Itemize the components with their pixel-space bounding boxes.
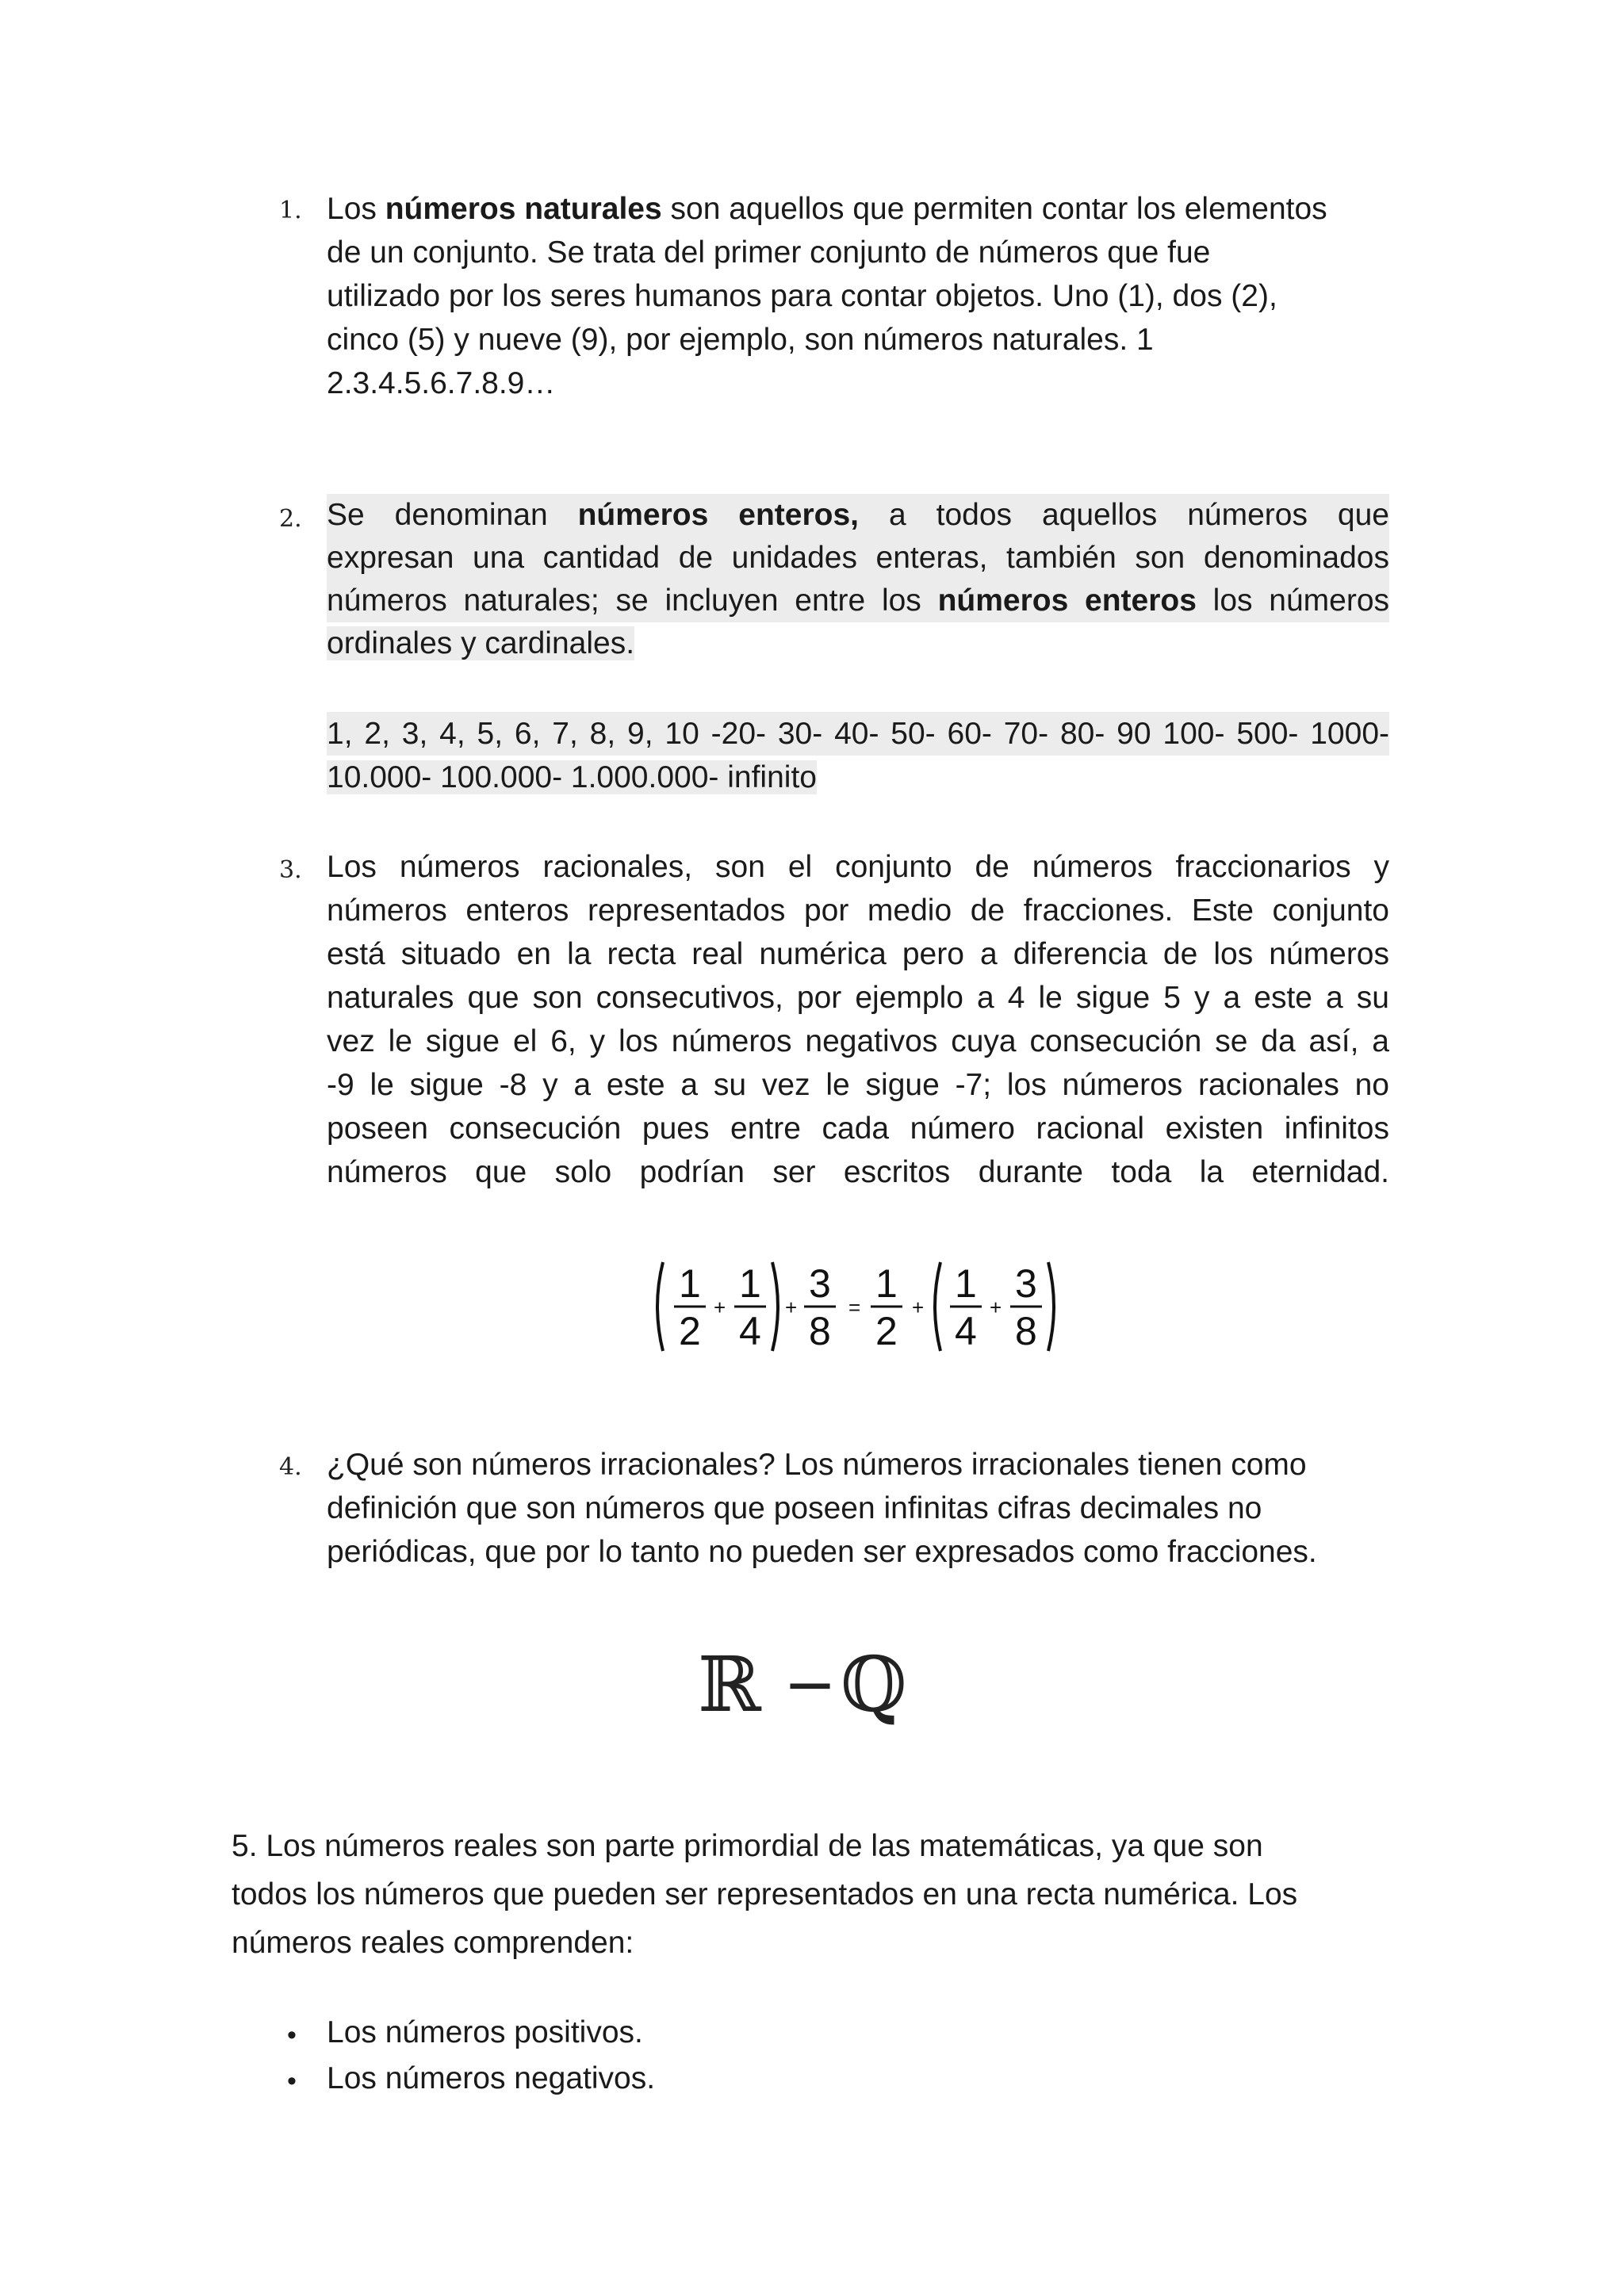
text-line: números naturales; se incluyen entre los números enteros los números — [327, 580, 1389, 622]
paragraph-rational-numbers — [327, 845, 1389, 1194]
text-run: son aquellos que permiten contar los elementos — [661, 192, 1327, 226]
plus-sign: + — [990, 1295, 1002, 1319]
set-difference-formula — [698, 1641, 936, 1728]
paragraph-real-numbers — [232, 1822, 1389, 1967]
text-line: definición que son números que poseen infinitas cifras decimales no — [327, 1491, 1262, 1525]
text-line: 5. Los números reales son parte primordial de las matemáticas, ya que son — [232, 1829, 1263, 1863]
text-line: todos los números que pueden ser representados en una recta numérica. Los — [232, 1877, 1298, 1911]
text-run: Los — [327, 192, 385, 226]
text-line: números reales comprenden: — [232, 1926, 634, 1960]
list-number: 4. — [279, 1453, 302, 1481]
list-item: Los números positivos. — [327, 2015, 643, 2049]
text-line: de un conjunto. Se trata del primer conjunto de números que fue — [327, 235, 1211, 270]
bullet-icon: • — [287, 2020, 297, 2050]
fraction-equation — [650, 1259, 1078, 1354]
text-line: ordinales y cardinales. — [327, 626, 635, 660]
text-line: Los números racionales, son el conjunto de números fraccionarios y — [327, 850, 1389, 884]
text-line: 1, 2, 3, 4, 5, 6, 7, 8, 9, 10 -20- 30- 40- 50- 60- 70- 80- 90 100- 500- 1000- — [327, 712, 1389, 756]
list-number: 1. — [279, 197, 302, 224]
minus-sign: − — [783, 1647, 837, 1721]
integer-sequence — [327, 712, 1389, 799]
denominator: 2 — [679, 1309, 701, 1353]
text-line: números que solo podrían ser escritos durante toda la eternidad. — [327, 1155, 1389, 1189]
denominator: 8 — [1015, 1309, 1037, 1353]
denominator: 4 — [739, 1309, 761, 1353]
bullet-icon: • — [287, 2066, 297, 2096]
numerator: 1 — [875, 1261, 898, 1306]
numerator: 3 — [809, 1261, 831, 1306]
denominator: 2 — [875, 1309, 898, 1353]
text-line: naturales que son consecutivos, por ejemplo a 4 le sigue 5 y a este a su — [327, 981, 1389, 1015]
text-line: vez le sigue el 6, y los números negativos cuya consecución se da así, a — [327, 1024, 1389, 1058]
bold-term: números naturales — [385, 192, 662, 226]
right-paren — [1048, 1262, 1054, 1351]
text-line: 2.3.4.5.6.7.8.9… — [327, 366, 556, 400]
numerator: 1 — [679, 1261, 701, 1306]
text-line: utilizado por los seres humanos para contar objetos. Uno (1), dos (2), — [327, 279, 1277, 313]
text-line: periódicas, que por lo tanto no pueden ser expresados como fracciones. — [327, 1535, 1317, 1569]
list-item: Los números negativos. — [327, 2061, 656, 2095]
right-paren — [772, 1262, 778, 1351]
numerator: 3 — [1015, 1261, 1037, 1306]
text-line: está situado en la recta real numérica pero a diferencia de los números — [327, 937, 1389, 971]
plus-sign: + — [785, 1295, 798, 1319]
left-paren — [657, 1262, 663, 1351]
plus-sign: + — [714, 1295, 726, 1319]
denominator: 4 — [955, 1309, 977, 1353]
equals-sign: = — [848, 1295, 861, 1319]
paragraph-natural-numbers — [327, 187, 1389, 405]
numerator: 1 — [739, 1261, 761, 1306]
text-line: ¿Qué son números irracionales? Los números irracionales tienen como — [327, 1448, 1307, 1482]
text-line: poseen consecución pues entre cada número racional existen infinitos — [327, 1112, 1389, 1146]
text-line: -9 le sigue -8 y a este a su vez le sigue -7; los números racionales no — [327, 1068, 1389, 1102]
left-paren — [935, 1262, 940, 1351]
bold-term: números enteros — [937, 584, 1197, 618]
text-line: cinco (5) y nueve (9), por ejemplo, son números naturales. 1 — [327, 323, 1154, 357]
text-line: 10.000- 100.000- 1.000.000- infinito — [327, 760, 817, 794]
denominator: 8 — [809, 1309, 831, 1353]
text-line: Se denominan números enteros, a todos aquellos números que — [327, 494, 1389, 537]
bold-term: números enteros, — [577, 498, 859, 532]
rationals-symbol: ℚ — [841, 1641, 907, 1728]
reals-symbol: ℝ — [698, 1641, 761, 1728]
list-number: 2. — [279, 505, 302, 533]
plus-sign: + — [912, 1295, 925, 1319]
list-number: 3. — [279, 856, 302, 884]
paragraph-irrational-numbers — [327, 1443, 1389, 1574]
numerator: 1 — [955, 1261, 977, 1306]
text-line: números enteros representados por medio de fracciones. Este conjunto — [327, 894, 1389, 928]
text-line: expresan una cantidad de unidades enteras, también son denominados — [327, 537, 1389, 580]
paragraph-integer-numbers — [327, 494, 1389, 665]
